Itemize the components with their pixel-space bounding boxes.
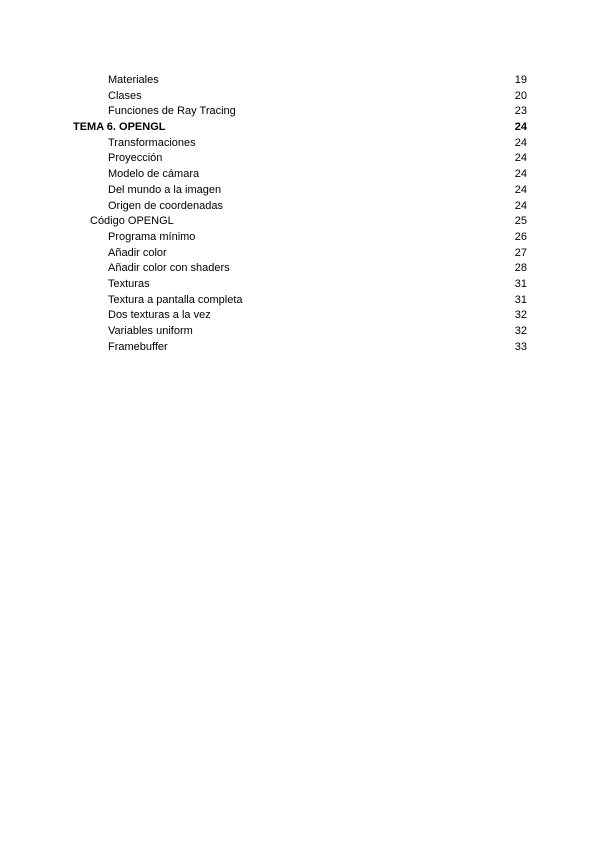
toc-entry-origen-de-coordenadas[interactable]	[0, 199, 600, 215]
toc-entry-title: Código OPENGL	[90, 215, 174, 228]
toc-entry-title: Origen de coordenadas	[108, 199, 223, 212]
toc-entry-title: Funciones de Ray Tracing	[108, 105, 236, 118]
toc-entry-page: 23	[514, 105, 527, 118]
toc-entry-page: 24	[514, 183, 527, 196]
toc-entry-title: Framebuffer	[108, 340, 168, 353]
toc-entry-tema-6-opengl[interactable]	[0, 120, 600, 136]
toc-entry-page: 31	[514, 293, 527, 306]
toc-entry-title: Materiales	[108, 74, 159, 86]
toc-entry-page: 31	[514, 277, 527, 290]
toc-entry-title: Añadir color	[108, 246, 167, 259]
toc-entry-textura-pantalla-completa[interactable]	[0, 293, 600, 309]
toc-entry-page: 33	[514, 340, 527, 353]
toc-entry-title: Variables uniform	[108, 325, 193, 337]
toc-entry-title: TEMA 6. OPENGL	[73, 121, 166, 134]
toc-entry-page: 25	[514, 215, 527, 228]
toc-entry-clases[interactable]	[0, 89, 600, 105]
table-of-contents	[0, 73, 600, 355]
toc-entry-texturas[interactable]	[0, 277, 600, 293]
toc-entry-title: Programa mínimo	[108, 230, 196, 243]
toc-entry-page: 28	[514, 262, 527, 275]
toc-entry-page: 27	[514, 246, 527, 259]
toc-entry-framebuffer[interactable]	[0, 340, 600, 356]
toc-entry-title: Transformaciones	[108, 136, 196, 149]
toc-entry-anadir-color[interactable]	[0, 246, 600, 262]
toc-entry-title: Dos texturas a la vez	[108, 309, 211, 322]
toc-entry-page: 19	[514, 74, 527, 86]
toc-entry-page: 26	[514, 230, 527, 243]
toc-entry-page: 24	[514, 152, 527, 165]
toc-entry-page: 32	[514, 325, 527, 337]
toc-entry-anadir-color-con-shaders[interactable]	[0, 261, 600, 277]
toc-entry-title: Textura a pantalla completa	[108, 293, 243, 306]
toc-entry-title: Texturas	[108, 277, 150, 290]
toc-entry-page: 20	[514, 89, 527, 102]
toc-entry-programa-minimo[interactable]	[0, 230, 600, 246]
toc-entry-del-mundo-a-la-imagen[interactable]	[0, 183, 600, 199]
toc-entry-variables-uniform[interactable]	[0, 324, 600, 340]
toc-entry-page: 24	[514, 199, 527, 212]
toc-entry-title: Del mundo a la imagen	[108, 183, 222, 196]
toc-entry-transformaciones[interactable]	[0, 136, 600, 152]
toc-entry-page: 24	[514, 168, 527, 181]
toc-entry-dos-texturas-a-la-vez[interactable]	[0, 308, 600, 324]
toc-entry-page: 32	[514, 309, 527, 322]
toc-entry-title: Clases	[108, 89, 142, 102]
toc-entry-modelo-de-camara[interactable]	[0, 167, 600, 183]
toc-entry-codigo-opengl[interactable]	[0, 214, 600, 230]
toc-entry-materiales[interactable]	[0, 73, 600, 89]
toc-entry-title: Proyección	[108, 152, 163, 165]
toc-entry-page: 24	[514, 136, 527, 149]
toc-entry-funciones-ray-tracing[interactable]	[0, 104, 600, 120]
toc-entry-page: 24	[514, 121, 527, 134]
toc-entry-proyeccion[interactable]	[0, 151, 600, 167]
toc-entry-title: Añadir color con shaders	[108, 262, 230, 275]
toc-entry-title: Modelo de cámara	[108, 168, 200, 181]
